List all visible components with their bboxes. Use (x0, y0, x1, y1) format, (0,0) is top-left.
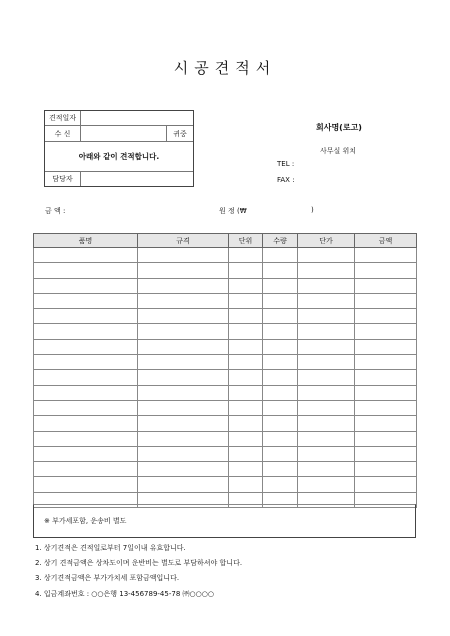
table-cell[interactable] (263, 248, 298, 263)
table-row (34, 446, 417, 461)
table-cell[interactable] (34, 263, 138, 278)
table-cell[interactable] (229, 278, 263, 293)
recipient-field[interactable] (80, 126, 167, 141)
table-cell[interactable] (298, 309, 355, 324)
table-cell[interactable] (229, 355, 263, 370)
table-cell[interactable] (355, 462, 417, 477)
table-cell[interactable] (298, 400, 355, 415)
table-cell[interactable] (263, 278, 298, 293)
table-cell[interactable] (298, 248, 355, 263)
header-unit-price: 단가 (298, 234, 355, 248)
table-cell[interactable] (355, 400, 417, 415)
vat-note: ※ 부가세포함, 운송비 별도 (44, 517, 127, 525)
company-tel: TEL : (277, 160, 295, 168)
manager-row (45, 172, 193, 186)
table-cell[interactable] (138, 248, 229, 263)
table-cell[interactable] (263, 431, 298, 446)
table-cell[interactable] (298, 278, 355, 293)
table-cell[interactable] (355, 278, 417, 293)
table-cell[interactable] (263, 462, 298, 477)
table-cell[interactable] (298, 370, 355, 385)
table-cell[interactable] (298, 385, 355, 400)
table-cell[interactable] (298, 462, 355, 477)
table-cell[interactable] (138, 477, 229, 492)
table-cell[interactable] (138, 385, 229, 400)
vat-note-box (33, 504, 416, 538)
table-cell[interactable] (34, 385, 138, 400)
amount-won-label: 원 정 (₩ (219, 207, 247, 215)
table-cell[interactable] (298, 339, 355, 354)
table-cell[interactable] (298, 293, 355, 308)
table-cell[interactable] (34, 400, 138, 415)
table-cell[interactable] (34, 309, 138, 324)
table-cell[interactable] (263, 293, 298, 308)
table-cell[interactable] (355, 324, 417, 339)
manager-label: 담당자 (45, 172, 81, 186)
table-row (34, 370, 417, 385)
table-cell[interactable] (138, 324, 229, 339)
quote-info-box (44, 110, 194, 187)
table-cell[interactable] (229, 324, 263, 339)
document-title: 시공견적서 (173, 59, 277, 77)
company-location: 사무실 위치 (320, 147, 357, 155)
table-cell[interactable] (298, 431, 355, 446)
table-cell[interactable] (298, 416, 355, 431)
terms-item: 3. 상기견적금액은 부가가치세 포함금액입니다. (35, 574, 180, 583)
table-cell[interactable] (263, 446, 298, 461)
table-row (34, 339, 417, 354)
header-spec: 규격 (138, 234, 229, 248)
table-cell[interactable] (34, 462, 138, 477)
table-cell[interactable] (263, 355, 298, 370)
quote-date-row (45, 111, 193, 126)
table-header-row (34, 234, 417, 248)
table-cell[interactable] (298, 263, 355, 278)
table-row (34, 416, 417, 431)
company-fax: FAX : (277, 176, 295, 184)
table-cell[interactable] (34, 278, 138, 293)
amount-close-paren: ) (311, 206, 314, 214)
table-cell[interactable] (34, 446, 138, 461)
table-cell[interactable] (229, 385, 263, 400)
table-cell[interactable] (263, 309, 298, 324)
table-cell[interactable] (229, 370, 263, 385)
table-cell[interactable] (34, 293, 138, 308)
table-cell[interactable] (229, 446, 263, 461)
amount-label: 금 액 : (45, 207, 66, 215)
table-cell[interactable] (298, 324, 355, 339)
table-cell[interactable] (355, 431, 417, 446)
table-cell[interactable] (138, 339, 229, 354)
table-row (34, 309, 417, 324)
table-cell[interactable] (263, 324, 298, 339)
terms-item: 1. 상기견적은 견적일로부터 7일이내 유효합니다. (35, 544, 186, 552)
quote-note: 아래와 같이 견적합니다. (78, 152, 160, 161)
table-cell[interactable] (138, 446, 229, 461)
terms-item: 4. 입금계좌번호 : ○○은행 13-456789-45-78 ㈜○○○○ (35, 589, 214, 598)
table-cell[interactable] (138, 263, 229, 278)
table-cell[interactable] (34, 339, 138, 354)
table-cell[interactable] (138, 355, 229, 370)
table-row (34, 324, 417, 339)
table-cell[interactable] (355, 370, 417, 385)
table-row (34, 248, 417, 263)
table-cell[interactable] (355, 339, 417, 354)
table-row (34, 477, 417, 492)
table-cell[interactable] (298, 355, 355, 370)
table-cell[interactable] (138, 309, 229, 324)
table-cell[interactable] (263, 416, 298, 431)
table-cell[interactable] (229, 477, 263, 492)
table-cell[interactable] (34, 324, 138, 339)
table-cell[interactable] (229, 431, 263, 446)
table-cell[interactable] (138, 278, 229, 293)
items-table-body (34, 248, 417, 508)
header-amount: 금액 (355, 234, 417, 248)
table-cell[interactable] (34, 477, 138, 492)
table-cell[interactable] (263, 477, 298, 492)
table-cell[interactable] (229, 309, 263, 324)
table-cell[interactable] (229, 339, 263, 354)
terms-item: 2. 상기 견적금액은 상차도이며 운반비는 별도로 부담하셔야 합니다. (35, 559, 243, 568)
table-cell[interactable] (138, 400, 229, 415)
table-cell[interactable] (229, 400, 263, 415)
table-row (34, 293, 417, 308)
quote-date-field[interactable] (80, 111, 193, 125)
quote-date-label: 견적일자 (45, 111, 81, 125)
recipient-row (45, 126, 193, 142)
table-cell[interactable] (229, 416, 263, 431)
table-cell[interactable] (34, 248, 138, 263)
table-cell[interactable] (355, 477, 417, 492)
table-cell[interactable] (355, 446, 417, 461)
table-cell[interactable] (229, 462, 263, 477)
table-row (34, 263, 417, 278)
company-name: 회사명(로고) (316, 123, 362, 132)
table-cell[interactable] (138, 370, 229, 385)
table-cell[interactable] (263, 400, 298, 415)
table-cell[interactable] (34, 416, 138, 431)
table-cell[interactable] (355, 416, 417, 431)
table-cell[interactable] (229, 248, 263, 263)
table-row (34, 278, 417, 293)
table-cell[interactable] (355, 263, 417, 278)
table-cell[interactable] (355, 293, 417, 308)
table-cell[interactable] (355, 248, 417, 263)
header-item-name: 품명 (34, 234, 138, 248)
table-cell[interactable] (229, 263, 263, 278)
table-row (34, 400, 417, 415)
table-cell[interactable] (34, 431, 138, 446)
header-quantity: 수량 (263, 234, 298, 248)
table-cell[interactable] (263, 385, 298, 400)
table-cell[interactable] (263, 263, 298, 278)
table-cell[interactable] (298, 446, 355, 461)
table-cell[interactable] (355, 385, 417, 400)
table-cell[interactable] (138, 431, 229, 446)
table-row (34, 431, 417, 446)
table-row (34, 385, 417, 400)
manager-field[interactable] (80, 172, 193, 186)
terms-list (35, 541, 242, 602)
quote-note-row (45, 142, 193, 172)
table-cell[interactable] (355, 355, 417, 370)
items-table (33, 233, 417, 508)
recipient-label: 수 신 (45, 126, 81, 141)
recipient-suffix: 귀중 (173, 129, 187, 138)
table-cell[interactable] (229, 293, 263, 308)
table-cell[interactable] (34, 355, 138, 370)
header-unit: 단위 (229, 234, 263, 248)
table-cell[interactable] (138, 462, 229, 477)
table-row (34, 462, 417, 477)
table-row (34, 355, 417, 370)
table-cell[interactable] (138, 293, 229, 308)
table-cell[interactable] (355, 309, 417, 324)
table-cell[interactable] (263, 370, 298, 385)
table-cell[interactable] (138, 416, 229, 431)
table-cell[interactable] (298, 477, 355, 492)
table-cell[interactable] (263, 339, 298, 354)
table-cell[interactable] (34, 370, 138, 385)
